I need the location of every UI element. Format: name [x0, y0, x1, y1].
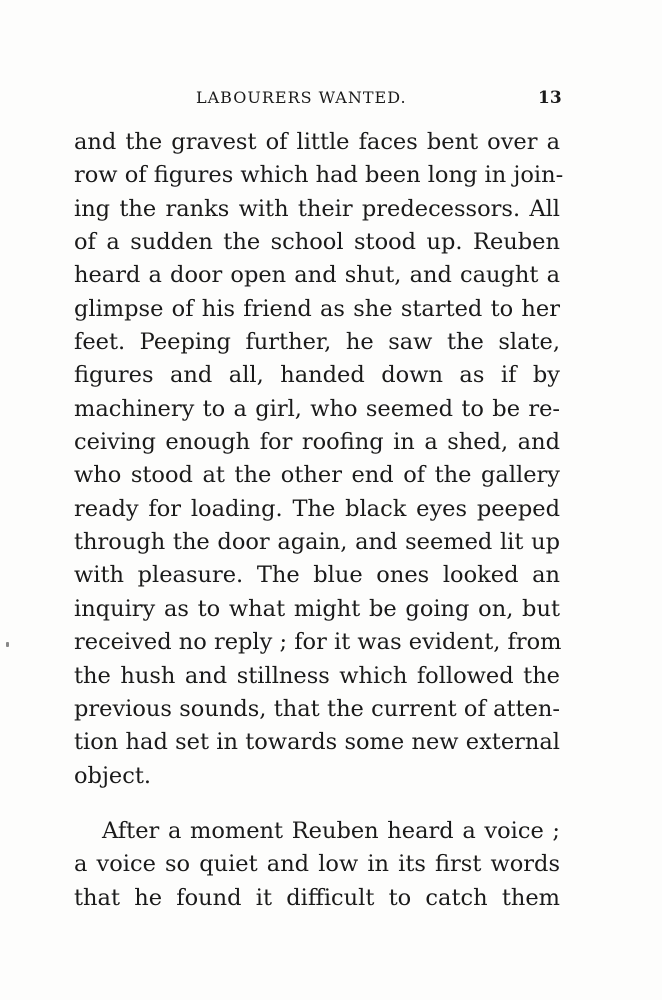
page-number: 13 — [538, 88, 562, 108]
text-line: ceiving enough for roofing in a shed, and — [74, 429, 560, 456]
body-text — [74, 126, 564, 915]
text-line: After a moment Reuben heard a voice ; — [102, 817, 560, 844]
text-line: that he found it difficult to catch them — [74, 884, 560, 911]
text-line: who stood at the other end of the gallery — [74, 462, 560, 489]
text-line: glimpse of his friend as she started to her — [74, 295, 560, 322]
text-line: a voice so quiet and low in its first words — [74, 851, 560, 878]
margin-speck — [6, 642, 9, 647]
text-line: the hush and stillness which followed the — [74, 662, 560, 689]
text-line: of a sudden the school stood up. Reuben — [74, 229, 560, 256]
paragraph — [74, 815, 560, 915]
paragraph — [74, 126, 564, 793]
text-line: ready for loading. The black eyes peeped — [74, 495, 560, 522]
running-title: LABOURERS WANTED. — [196, 88, 407, 107]
text-line: previous sounds, that the current of atten- — [74, 695, 560, 722]
text-line: feet. Peeping further, he saw the slate, — [74, 329, 560, 356]
text-line: received no reply ; for it was evident, from — [74, 629, 562, 656]
text-line: object. — [74, 762, 152, 789]
text-line: ing the ranks with their predecessors. All — [74, 195, 560, 222]
paragraph-gap — [74, 793, 560, 815]
text-line: inquiry as to what might be going on, but — [74, 595, 560, 622]
text-line: heard a door open and shut, and caught a — [74, 262, 560, 289]
text-line: through the door again, and seemed lit up — [74, 529, 560, 556]
running-header — [0, 88, 662, 112]
text-line: machinery to a girl, who seemed to be re- — [74, 395, 560, 422]
text-line: figures and all, handed down as if by — [74, 362, 560, 389]
text-line: row of figures which had been long in join- — [74, 162, 564, 189]
text-line: with pleasure. The blue ones looked an — [74, 562, 560, 589]
text-line: tion had set in towards some new external — [74, 729, 560, 756]
text-line: and the gravest of little faces bent over a — [74, 129, 560, 155]
